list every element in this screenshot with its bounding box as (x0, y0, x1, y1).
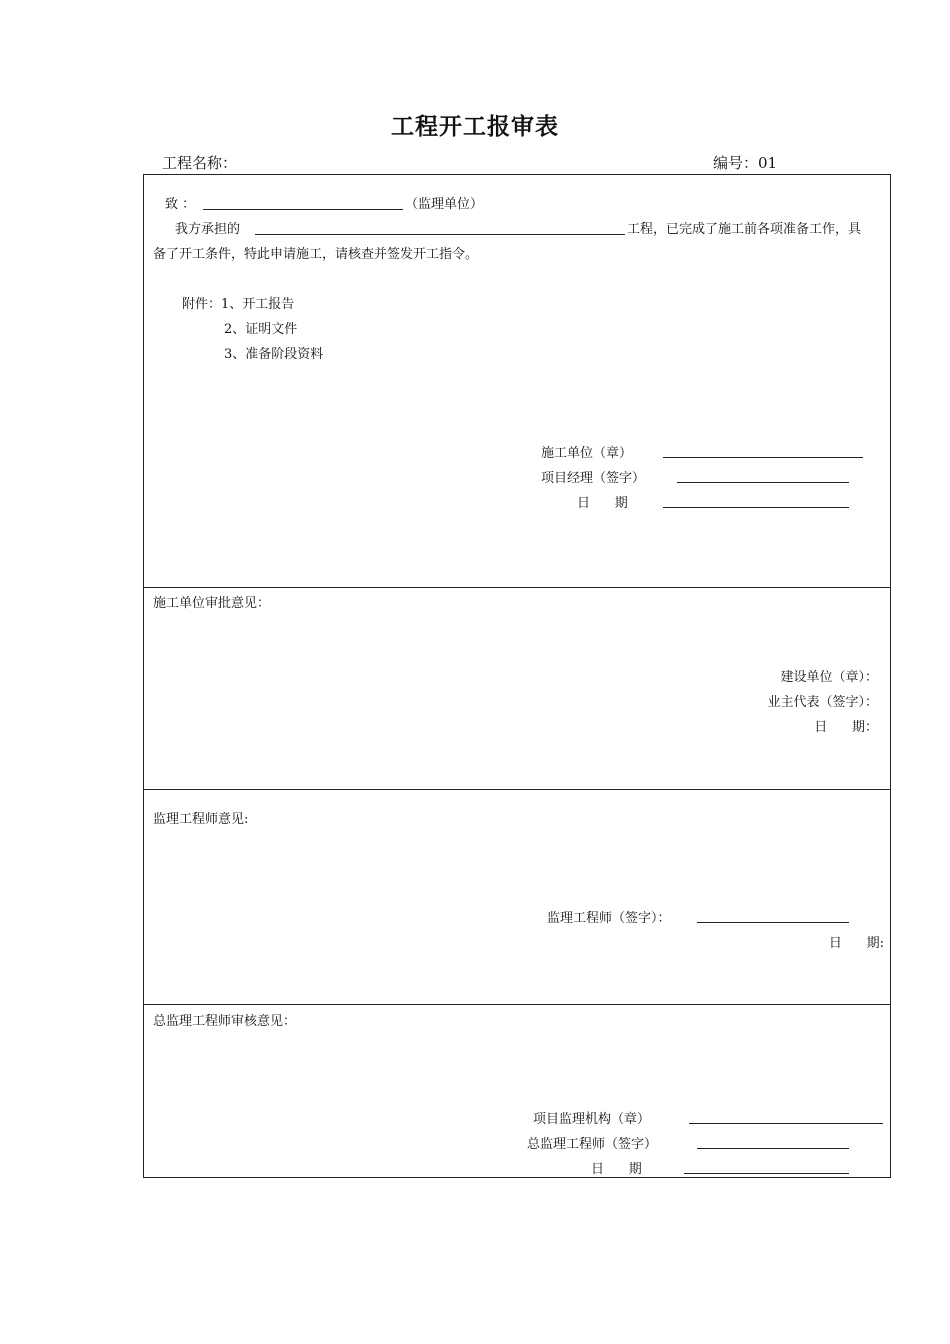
supervisor-opinion-heading: 监理工程师意见: (153, 812, 249, 827)
sign-date: 日 期 (577, 496, 628, 511)
project-manager-blank[interactable] (677, 482, 849, 483)
body-prefix: 我方承担的 (175, 222, 241, 237)
date-blank[interactable] (684, 1173, 849, 1174)
document-title: 工程开工报审表 (391, 113, 559, 140)
project-name-label: 工程名称： (162, 154, 238, 172)
section-divider (143, 1004, 891, 1005)
attachment-2: 2、证明文件 (224, 322, 298, 337)
number-label: 编号： (713, 154, 759, 172)
number-field (713, 152, 777, 173)
attachment-3: 3、准备阶段资料 (224, 347, 324, 362)
construction-unit-blank[interactable] (663, 457, 863, 458)
sign-project-manager: 项目经理（签字） (541, 471, 646, 486)
sign-supervision-engineer: 监理工程师（签字）： (547, 911, 671, 926)
section-divider (143, 789, 891, 790)
body-line-2: 备了开工条件，特此申请施工，请核查并签发开工指令。 (153, 247, 479, 262)
sign-chief-supervisor: 总监理工程师（签字） (527, 1137, 658, 1152)
body-suffix: 工程，已完成了施工前各项准备工作，具 (627, 222, 862, 237)
sign-supervision-org: 项目监理机构（章） (533, 1112, 651, 1127)
to-suffix: （监理单位） (405, 197, 484, 212)
sign-owner-rep: 业主代表（签字）： (767, 695, 878, 710)
project-name-blank[interactable] (255, 234, 625, 235)
sign-construction-unit: 施工单位（章） (541, 446, 633, 461)
to-prefix: 致 ： (165, 197, 196, 212)
sign-date: 日 期 (591, 1162, 642, 1177)
attachment-1: 附件：1、开工报告 (182, 297, 295, 312)
construction-approval-heading: 施工单位审批意见： (153, 596, 271, 611)
sign-date: 日 期: (828, 936, 884, 951)
supervision-org-blank[interactable] (689, 1123, 883, 1124)
number-value: 01 (758, 154, 778, 172)
sign-owner-unit: 建设单位（章）： (780, 670, 878, 685)
chief-supervisor-blank[interactable] (697, 1148, 849, 1149)
section-divider (143, 587, 891, 588)
date-blank[interactable] (663, 507, 849, 508)
chief-supervisor-heading: 总监理工程师审核意见： (153, 1014, 297, 1029)
supervision-unit-blank[interactable] (203, 209, 403, 210)
sign-date: 日 期： (814, 720, 878, 735)
supervision-engineer-blank[interactable] (697, 922, 849, 923)
